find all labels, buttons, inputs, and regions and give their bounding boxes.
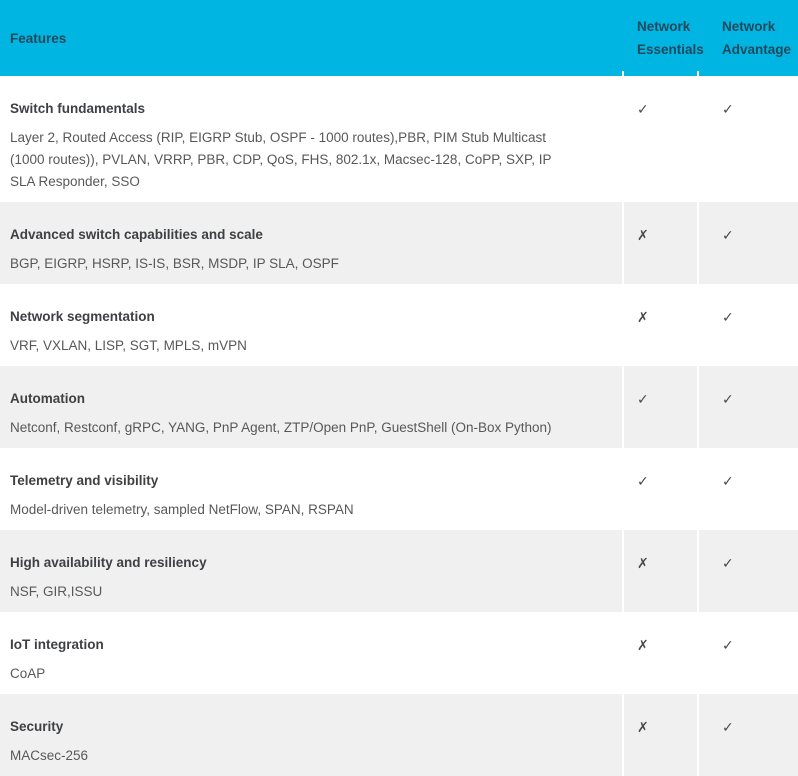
- network-essentials-header-line1: Network: [637, 19, 691, 34]
- advantage-mark: ✓: [722, 391, 734, 407]
- feature-description: CoAP: [10, 666, 46, 681]
- feature-title: Automation: [10, 391, 85, 406]
- feature-description: NSF, GIR,ISSU: [10, 584, 103, 599]
- table-row: [0, 530, 798, 612]
- advantage-mark: ✓: [722, 637, 734, 653]
- essentials-mark: ✗: [637, 719, 649, 735]
- feature-title: Switch fundamentals: [10, 101, 146, 116]
- feature-title: Network segmentation: [10, 309, 155, 324]
- advantage-mark: ✓: [722, 101, 734, 117]
- essentials-mark: ✗: [637, 555, 649, 571]
- feature-description: VRF, VXLAN, LISP, SGT, MPLS, mVPN: [10, 338, 247, 353]
- essentials-mark: ✓: [637, 473, 649, 489]
- feature-description: MACsec-256: [10, 748, 89, 763]
- advantage-mark: ✓: [722, 309, 734, 325]
- table-row: [0, 694, 798, 776]
- table-row: [0, 612, 798, 694]
- feature-description: Layer 2, Routed Access (RIP, EIGRP Stub, OSPF - 1000 routes),PBR, PIM Stub Multicast (1000 routes)), PVLAN, VRRP, PBR, CDP, QoS, FHS, 802.1x, Macsec-128, CoPP, SXP, IP SLA Responder, SSO: [10, 130, 552, 189]
- feature-cell: [0, 202, 623, 284]
- feature-title: IoT integration: [10, 637, 104, 652]
- feature-cell: [0, 530, 623, 612]
- feature-cell: [0, 76, 623, 202]
- feature-title: Security: [10, 719, 64, 734]
- feature-cell: [0, 448, 623, 530]
- table-row: [0, 202, 798, 284]
- feature-description: Netconf, Restconf, gRPC, YANG, PnP Agent, ZTP/Open PnP, GuestShell (On-Box Python): [10, 420, 552, 435]
- features-column-header: Features: [10, 30, 67, 46]
- table-header: [0, 0, 798, 76]
- advantage-mark: ✓: [722, 719, 734, 735]
- network-advantage-header-line1: Network: [722, 19, 776, 34]
- feature-title: Telemetry and visibility: [10, 473, 159, 488]
- advantage-mark: ✓: [722, 227, 734, 243]
- feature-cell: [0, 612, 623, 694]
- table-row: [0, 366, 798, 448]
- feature-cell: [0, 366, 623, 448]
- feature-description: BGP, EIGRP, HSRP, IS-IS, BSR, MSDP, IP SLA, OSPF: [10, 256, 339, 271]
- essentials-mark: ✓: [637, 391, 649, 407]
- essentials-mark: ✗: [637, 309, 649, 325]
- essentials-mark: ✗: [637, 637, 649, 653]
- table-row: [0, 76, 798, 202]
- feature-title: High availability and resiliency: [10, 555, 207, 570]
- feature-description: Model-driven telemetry, sampled NetFlow, SPAN, RSPAN: [10, 502, 354, 517]
- essentials-mark: ✗: [637, 227, 649, 243]
- network-essentials-column-header: [623, 15, 704, 61]
- advantage-mark: ✓: [722, 555, 734, 571]
- feature-cell: [0, 284, 623, 366]
- network-advantage-column-header: [698, 15, 798, 61]
- essentials-mark: ✓: [637, 101, 649, 117]
- table-body: [0, 76, 798, 776]
- network-essentials-header-line2: Essentials: [637, 42, 704, 57]
- advantage-mark: ✓: [722, 473, 734, 489]
- feature-title: Advanced switch capabilities and scale: [10, 227, 263, 242]
- feature-cell: [0, 694, 623, 776]
- table-row: [0, 448, 798, 530]
- network-advantage-header-line2: Advantage: [722, 42, 792, 57]
- table-row: [0, 284, 798, 366]
